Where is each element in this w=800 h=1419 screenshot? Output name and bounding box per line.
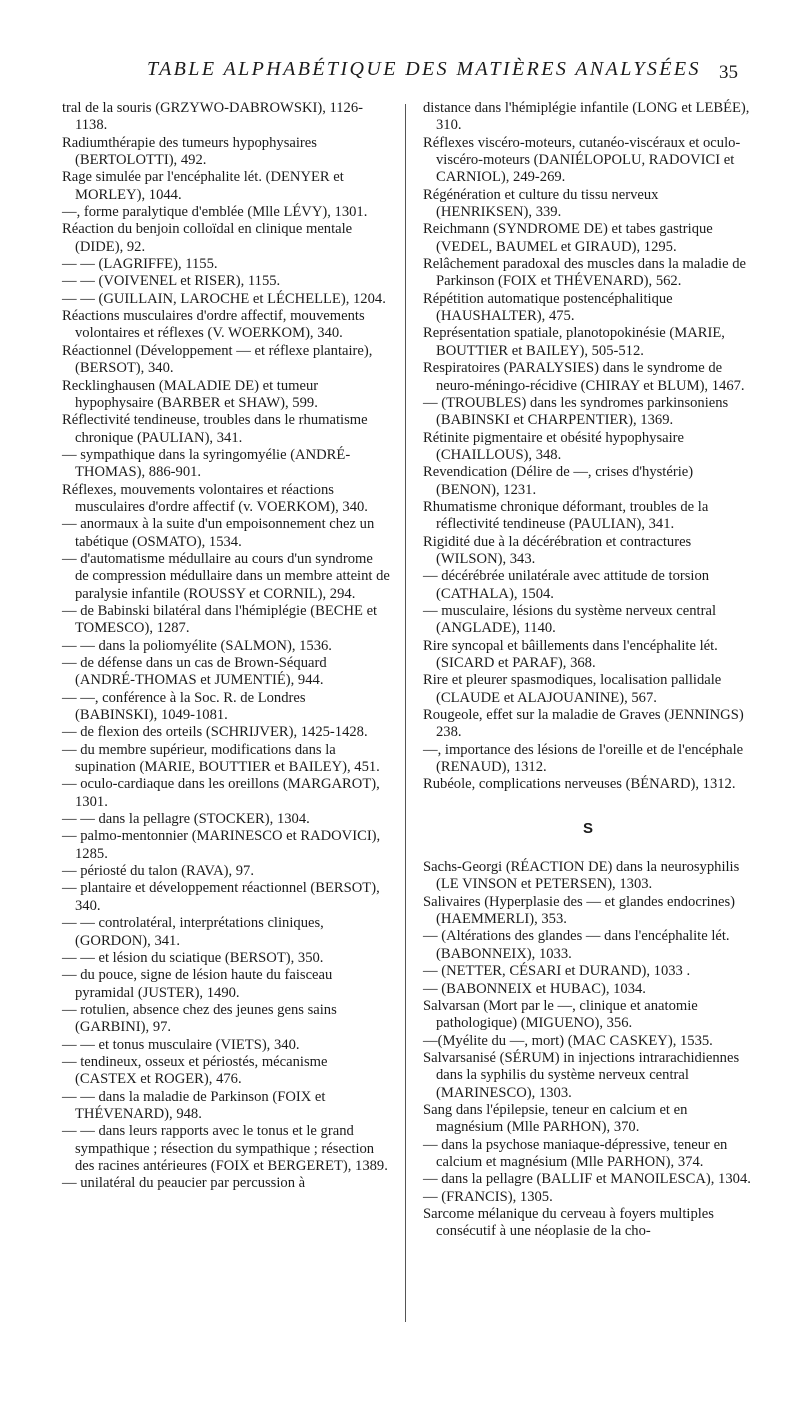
index-entry: —, forme paralytique d'emblée (Mlle LÉVY), 1301. xyxy=(62,204,368,221)
index-entry: — du membre supérieur, modifications dans la supination (MARIE, BOUTTIER et BAILEY), 451. xyxy=(62,741,380,776)
index-entry: — rotulien, absence chez des jeunes gens sains (GARBINI), 97. xyxy=(62,1001,337,1036)
index-entry: Salivaires (Hyperplasie des — et glandes endocrines) (HAEMMERLI), 353. xyxy=(423,893,736,928)
index-entry: —, importance des lésions de l'oreille et de l'encéphale (RENAUD), 1312. xyxy=(423,741,744,776)
index-entry: —(Myélite du —, mort) (MAC CASKEY), 1535. xyxy=(423,1032,713,1049)
index-entry: Salvarsan (Mort par le —, clinique et anatomie pathologique) (MIGUENO), 356. xyxy=(423,997,698,1032)
index-entry: Salvarsanisé (SÉRUM) in injections intrarachidiennes dans la syphilis du système nerveux central (MARINESCO), 1303. xyxy=(423,1049,740,1101)
section-letter: S xyxy=(582,819,593,837)
index-entry: — — controlatéral, interprétations cliniques, (GORDON), 341. xyxy=(62,915,324,949)
index-entry: — d'automatisme médullaire au cours d'un syndrome de compression médullaire dans un membre atteint de paralysie infantile (ROUSSY et CORNIL), 294. xyxy=(62,550,390,602)
index-entry: — — et lésion du sciatique (BERSOT), 350. xyxy=(62,949,324,966)
index-entry: — — dans la maladie de Parkinson (FOIX et THÉVENARD), 948. xyxy=(62,1088,326,1122)
index-entry: — — et tonus musculaire (VIETS), 340. xyxy=(62,1036,300,1053)
index-entry: Rire syncopal et bâillements dans l'encéphalite lét. (SICARD et PARAF), 368. xyxy=(423,637,718,671)
index-entry: — —, conférence à la Soc. R. de Londres (BABINSKI), 1049-1081. xyxy=(62,689,306,724)
left-column xyxy=(62,100,390,1193)
index-entry: Réflexes, mouvements volontaires et réactions musculaires d'ordre affectif (v. VOERKOM), 340. xyxy=(62,481,368,515)
index-entry: — tendineux, osseux et périostés, mécanisme (CASTEX et ROGER), 476. xyxy=(62,1053,328,1088)
index-entry: — (NETTER, CÉSARI et DURAND), 1033 . xyxy=(423,963,691,980)
index-entry: Réactions musculaires d'ordre affectif, mouvements volontaires et réflexes (V. WOERKOM), 340. xyxy=(62,308,365,342)
index-entry: Répétition automatique postencéphalitique (HAUSHALTER), 475. xyxy=(423,290,673,325)
index-entry: — dans la pellagre (BALLIF et MANOILESCA), 1304. xyxy=(423,1171,751,1188)
index-entry: — (Altérations des glandes — dans l'encéphalite lét. (BABONNEIX), 1033. xyxy=(423,928,730,962)
index-entry: — — (VOIVENEL et RISER), 1155. xyxy=(62,273,281,290)
index-entry: — de Babinski bilatéral dans l'hémiplégie (BECHE et TOMESCO), 1287. xyxy=(62,602,378,637)
index-entry: Rétinite pigmentaire et obésité hypophysaire (CHAILLOUS), 348. xyxy=(423,429,684,463)
index-entry: — périosté du talon (RAVA), 97. xyxy=(62,863,255,880)
index-entry: Rage simulée par l'encéphalite lét. (DENYER et MORLEY), 1044. xyxy=(62,169,344,203)
index-entry: — décérébrée unilatérale avec attitude de torsion (CATHALA), 1504. xyxy=(423,568,710,602)
index-entry: Sang dans l'épilepsie, teneur en calcium et en magnésium (Mlle PARHON), 370. xyxy=(423,1101,688,1136)
index-entry: — anormaux à la suite d'un empoisonnement chez un tabétique (OSMATO), 1534. xyxy=(62,516,375,550)
column-divider xyxy=(405,104,406,1322)
index-entry: — de défense dans un cas de Brown-Séquard (ANDRÉ-THOMAS et JUMENTIÉ), 944. xyxy=(62,655,327,689)
index-entry: — plantaire et développement réactionnel (BERSOT), 340. xyxy=(62,880,380,914)
index-entry: Réflectivité tendineuse, troubles dans le rhumatisme chronique (PAULIAN), 341. xyxy=(62,412,368,446)
index-entry: — — (GUILLAIN, LAROCHE et LÉCHELLE), 1204. xyxy=(62,290,386,307)
index-entry: — dans la psychose maniaque-dépressive, teneur en calcium et magnésium (Mlle PARHON), 374. xyxy=(423,1136,728,1170)
index-entry: Respiratoires (PARALYSIES) dans le syndrome de neuro-méningo-récidive (CHIRAY et BLUM), 1467. xyxy=(423,360,745,394)
index-entry: Recklinghausen (MALADIE DE) et tumeur hypophysaire (BARBER et SHAW), 599. xyxy=(62,377,319,411)
index-entry: Régénération et culture du tissu nerveux (HENRIKSEN), 339. xyxy=(423,186,659,221)
index-entry: — — (LAGRIFFE), 1155. xyxy=(62,256,218,273)
index-entry: Représentation spatiale, planotopokinésie (MARIE, BOUTTIER et BAILEY), 505-512. xyxy=(423,325,725,359)
index-entry: Rougeole, effet sur la maladie de Graves (JENNINGS) 238. xyxy=(423,707,744,741)
index-entry: — (BABONNEIX et HUBAC), 1034. xyxy=(423,980,646,997)
index-entry: Rigidité due à la décérébration et contractures (WILSON), 343. xyxy=(423,533,692,567)
page-number: 35 xyxy=(719,62,738,83)
index-entry: — du pouce, signe de lésion haute du faisceau pyramidal (JUSTER), 1490. xyxy=(62,967,333,1001)
right-column xyxy=(423,100,753,1241)
index-entry: — — dans la pellagre (STOCKER), 1304. xyxy=(62,811,310,828)
index-entry: Réaction du benjoin colloïdal en clinique mentale (DIDE), 92. xyxy=(62,221,353,255)
index-entry: Rire et pleurer spasmodiques, localisation pallidale (CLAUDE et ALAJOUANINE), 567. xyxy=(423,672,722,706)
index-entry: — (TROUBLES) dans les syndromes parkinsoniens (BABINSKI et CHARPENTIER), 1369. xyxy=(423,394,729,429)
index-entry: Relâchement paradoxal des muscles dans la maladie de Parkinson (FOIX et THÉVENARD), 562. xyxy=(423,256,746,290)
index-entry: — musculaire, lésions du système nerveux central (ANGLADE), 1140. xyxy=(423,602,717,637)
index-entry: — — dans leurs rapports avec le tonus et le grand sympathique ; résection du sympathique ; résection des racines antérieures (FOIX et BERGERET), 1389. xyxy=(62,1123,388,1174)
index-entry: Réflexes viscéro-moteurs, cutanéo-viscéraux et oculo-viscéro-moteurs (DANIÉLOPOLU, RADOVICI et CARNIOL), 249-269. xyxy=(423,134,741,186)
index-entry: Sarcome mélanique du cerveau à foyers multiples consécutif à une néoplasie de la cho- xyxy=(423,1205,714,1240)
index-entry: tral de la souris (GRZYWO-DABROWSKI), 1126-1138. xyxy=(62,100,364,134)
running-header xyxy=(110,58,738,92)
index-entry: — unilatéral du peaucier par percussion à xyxy=(62,1175,306,1192)
index-entry: Radiumthérapie des tumeurs hypophysaires (BERTOLOTTI), 492. xyxy=(62,134,317,169)
index-entry: distance dans l'hémiplégie infantile (LONG et LEBÉE), 310. xyxy=(423,100,750,134)
page-title: TABLE ALPHABÉTIQUE DES MATIÈRES ANALYSÉES xyxy=(147,58,701,80)
index-entry: Réactionnel (Développement — et réflexe plantaire), (BERSOT), 340. xyxy=(62,342,373,377)
index-entry: — (FRANCIS), 1305. xyxy=(423,1188,553,1205)
index-entry: — de flexion des orteils (SCHRIJVER), 1425-1428. xyxy=(62,724,368,741)
index-entry: — palmo-mentonnier (MARINESCO et RADOVICI), 1285. xyxy=(62,828,381,862)
index-entry: — oculo-cardiaque dans les oreillons (MARGAROT), 1301. xyxy=(62,776,380,810)
index-entry: — — dans la poliomyélite (SALMON), 1536. xyxy=(62,637,332,654)
index-entry: Reichmann (SYNDROME DE) et tabes gastrique (VEDEL, BAUMEL et GIRAUD), 1295. xyxy=(423,221,713,255)
index-entry: Rubéole, complications nerveuses (BÉNARD), 1312. xyxy=(423,776,736,793)
index-entry: Rhumatisme chronique déformant, troubles de la réflectivité tendineuse (PAULIAN), 341. xyxy=(423,498,709,533)
index-entry: Revendication (Délire de —, crises d'hystérie) (BENON), 1231. xyxy=(423,464,694,498)
index-entry: Sachs-Georgi (RÉACTION DE) dans la neurosyphilis (LE VINSON et PETERSEN), 1303. xyxy=(423,859,740,893)
index-entry: — sympathique dans la syringomyélie (ANDRÉ-THOMAS), 886-901. xyxy=(62,446,351,481)
